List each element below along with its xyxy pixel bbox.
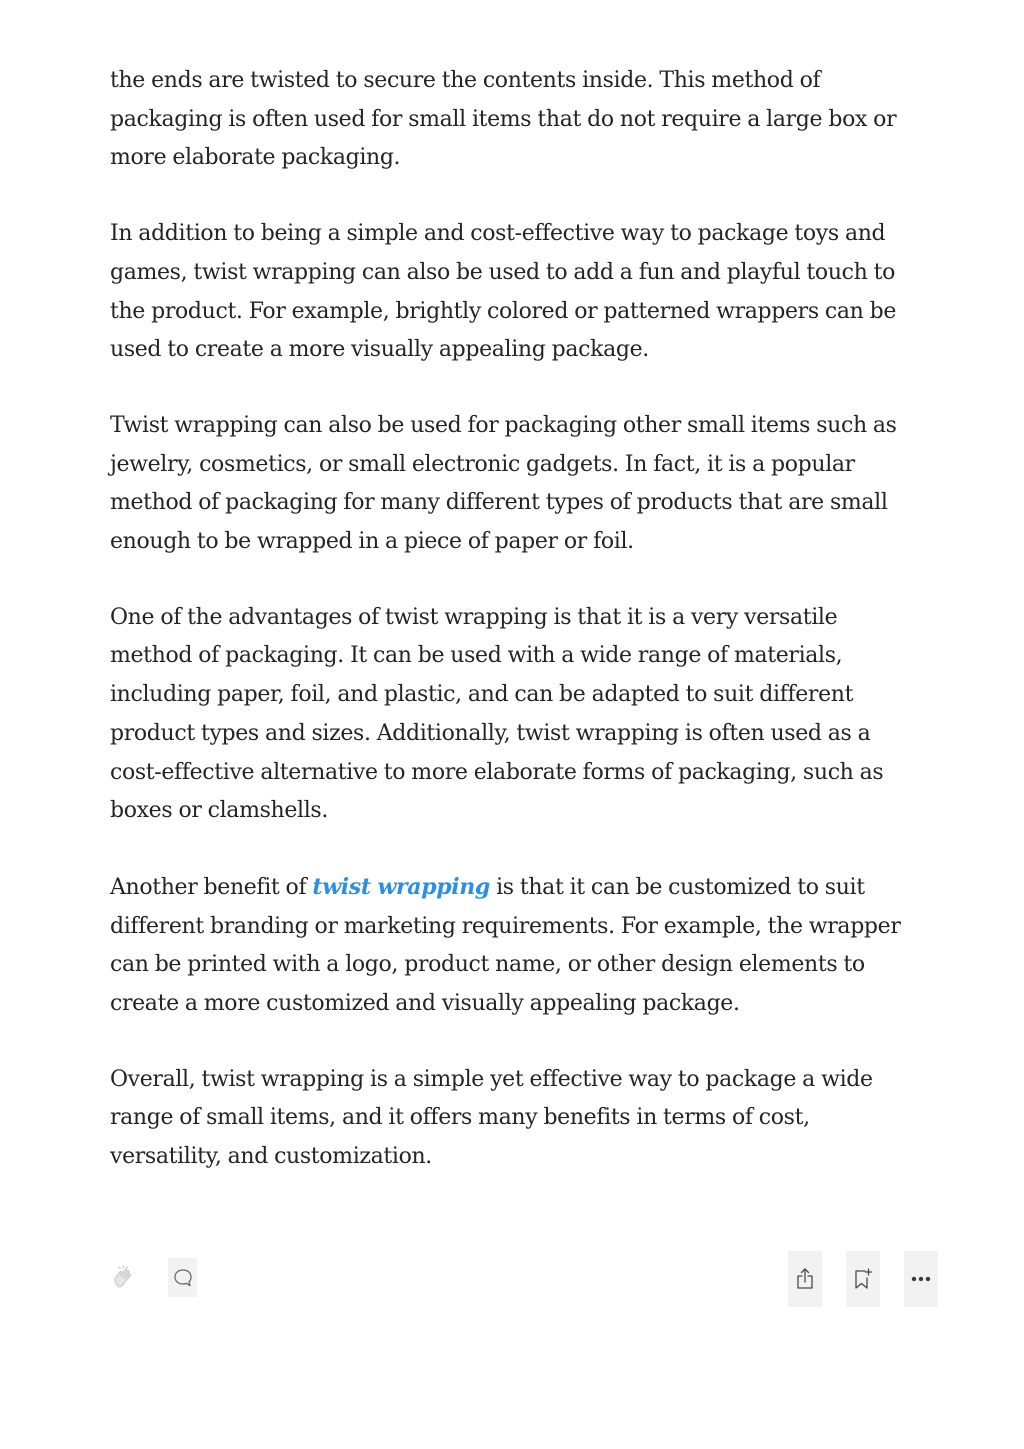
share-button[interactable] [788,1251,822,1307]
bookmark-add-icon [852,1267,874,1291]
comment-button[interactable] [168,1258,197,1297]
paragraph: Overall, twist wrapping is a simple yet effective way to package a wide range of small items, and it offers many benefits in terms of cost, versatility, and customization. [110,1066,873,1170]
share-icon [794,1267,816,1291]
article-body [110,62,922,1214]
clap-icon [111,1265,137,1291]
article-action-bar [110,1251,938,1308]
paragraph: the ends are twisted to secure the contents inside. This method of packaging is often used for small items that do not require a large box or more elaborate packaging. [110,68,897,171]
paragraph-text: is that it can be customized to suit different branding or marketing requirements. For example, the wrapper can be printed with a logo, product name, or other design elements to create a more customized and visually appealing package. [110,874,901,1017]
more-icon [910,1275,932,1283]
bookmark-button[interactable] [846,1251,880,1307]
twist-wrapping-link[interactable]: twist wrapping [312,873,490,900]
paragraph: In addition to being a simple and cost-effective way to package toys and games, twist wrapping can also be used to add a fun and playful touch to the product. For example, brightly colored or patterned wrappers can be used to create a more visually appealing package. [110,221,896,363]
more-options-button[interactable] [904,1251,938,1307]
paragraph: Twist wrapping can also be used for packaging other small items such as jewelry, cosmetics, or small electronic gadgets. In fact, it is a popular method of packaging for many different types of products that are small enough to be wrapped in a piece of paper or foil. [110,412,897,555]
paragraph-text: Another benefit of [110,874,313,900]
comment-icon [172,1267,194,1289]
clap-button[interactable] [110,1264,138,1292]
paragraph-with-link [110,868,922,1024]
paragraph: One of the advantages of twist wrapping is that it is a very versatile method of packaging. It can be used with a wide range of materials, including paper, foil, and plastic, and can be adapted to suit different product types and sizes. Additionally, twist wrapping is often used as a cost-effective alternative to more elaborate forms of packaging, such as boxes or clamshells. [110,604,884,824]
